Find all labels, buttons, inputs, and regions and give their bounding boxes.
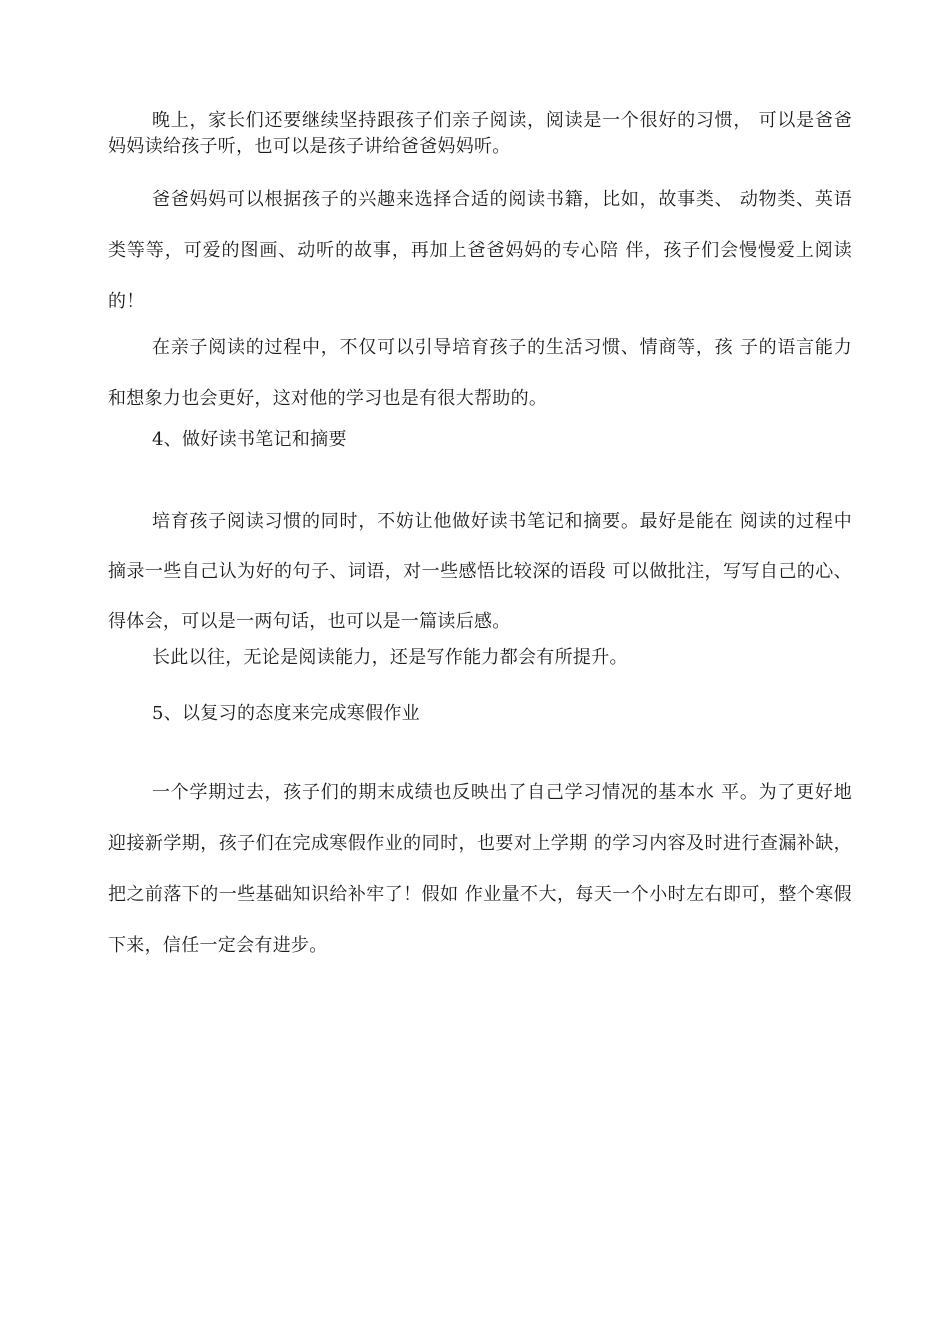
- section-heading-4: 4、做好读书笔记和摘要: [152, 429, 347, 450]
- paragraph-reading-benefits: 在亲子阅读的过程中，不仅可以引导培育孩子的生活习惯、情商等，孩 子的语言能力和想象力也会更好，这对他的学习也是有很大帮助的。: [108, 337, 852, 409]
- section-heading-5: 5、以复习的态度来完成寒假作业: [152, 703, 420, 724]
- paragraph-reading-notes: 培育孩子阅读习惯的同时，不妨让他做好读书笔记和摘要。最好是能在 阅读的过程中摘录一些自己认为好的句子、词语，对一些感悟比较深的语段 可以做批注，写写自己的心、得体会，可以是一两句话，也可以是一篇读后感。: [108, 511, 852, 632]
- paragraph-parent-child-reading: 晚上，家长们还要继续坚持跟孩子们亲子阅读，阅读是一个很好的习惯， 可以是爸爸妈妈读给孩子听，也可以是孩子讲给爸爸妈妈听。: [108, 110, 852, 157]
- paragraph-long-term-improvement: 长此以往，无论是阅读能力，还是写作能力都会有所提升。: [152, 647, 628, 668]
- paragraph-winter-homework: 一个学期过去，孩子们的期末成绩也反映出了自己学习情况的基本水 平。为了更好地迎接新学期，孩子们在完成寒假作业的同时，也要对上学期 的学习内容及时进行查漏补缺，把之前落下的一些基础知识给补牢了！假如 作业量不大，每天一个小时左右即可，整个寒假下来，信任一定会有进步。: [108, 782, 852, 956]
- paragraph-book-selection: 爸爸妈妈可以根据孩子的兴趣来选择合适的阅读书籍，比如，故事类、 动物类、英语类等等，可爱的图画、动听的故事，再加上爸爸妈妈的专心陪 伴，孩子们会慢慢爱上阅读的！: [108, 189, 852, 312]
